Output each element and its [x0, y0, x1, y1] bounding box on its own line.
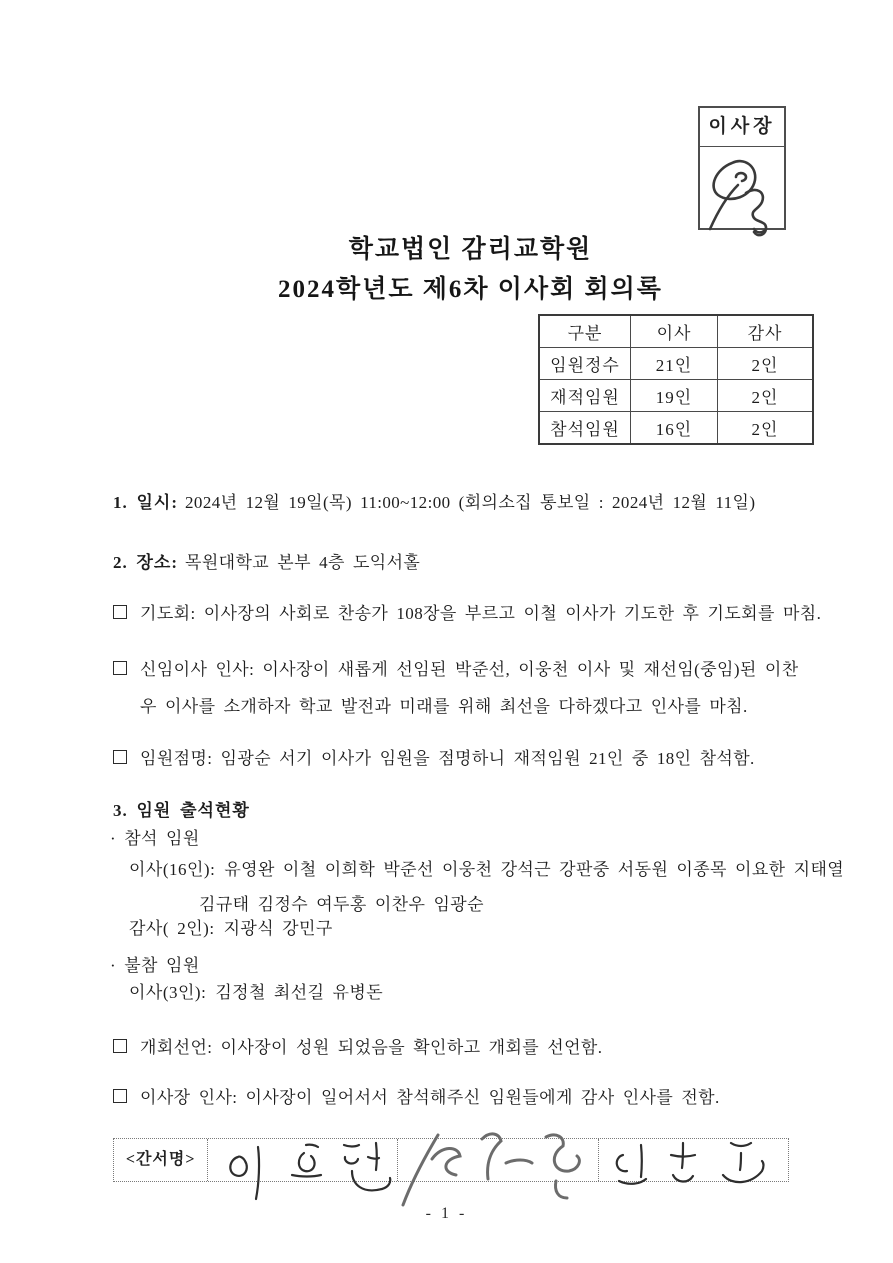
present-auditors	[129, 914, 333, 939]
chairman-stamp-box	[698, 106, 786, 230]
cell-auditors: 2인	[718, 348, 814, 380]
cell-directors: 21인	[631, 348, 718, 380]
cell-auditors: 2인	[718, 412, 814, 445]
item-place-label: 2. 장소:	[113, 553, 179, 572]
checkbox-icon	[113, 661, 127, 675]
present-directors-names-line1: 유영완 이철 이희학 박준선 이웅천 강석근 강판중 서동원 이종목 이요한 지태열	[224, 860, 845, 879]
chairman-stamp-label: 이사장	[700, 108, 784, 147]
row-label: 참석임원	[539, 412, 631, 445]
item-place-text: 목원대학교 본부 4층 도익서홀	[185, 553, 421, 572]
item-roll-call	[113, 744, 755, 769]
cell-directors: 19인	[631, 380, 718, 412]
table-row	[539, 348, 813, 380]
item-datetime	[113, 488, 755, 513]
item-opening-declaration	[113, 1033, 602, 1058]
absent-officers-heading: · 불참 임원	[110, 956, 200, 975]
handwritten-signature-icon	[398, 1127, 600, 1207]
item-greeting-text: 이사장 인사: 이사장이 일어서서 참석해주신 임원들에게 감사 인사를 전함.	[140, 1088, 720, 1107]
countersign-signature-3	[599, 1139, 788, 1181]
countersign-signature-2	[398, 1139, 600, 1181]
row-label: 재적임원	[539, 380, 631, 412]
col-header-directors: 이사	[631, 315, 718, 348]
item-new-directors-line1: 신임이사 인사: 이사장이 새롭게 선임된 박준선, 이웅천 이사 및 재선임(중임)된 이찬	[140, 660, 799, 679]
col-header-auditors: 감사	[718, 315, 814, 348]
table-header-row	[539, 315, 813, 348]
item-opening-text: 개회선언: 이사장이 성원 되었음을 확인하고 개회를 선언함.	[140, 1038, 603, 1057]
cell-auditors: 2인	[718, 380, 814, 412]
checkbox-icon	[113, 605, 127, 619]
item-chairman-greeting	[113, 1083, 720, 1108]
absent-directors-label: 이사(3인):	[129, 983, 207, 1002]
present-directors-label: 이사(16인):	[129, 860, 216, 879]
absent-directors-names: 김정철 최선길 유병돈	[215, 983, 384, 1002]
title-line1: 학교법인 감리교학원	[348, 236, 593, 263]
chairman-signature-icon	[702, 147, 786, 231]
item-new-directors-line2: 우 이사를 소개하자 학교 발전과 미래를 위해 최선을 다하겠다고 인사를 마침.	[140, 697, 748, 716]
item-prayer	[113, 599, 821, 624]
checkbox-icon	[113, 1089, 127, 1103]
item-new-directors	[113, 651, 799, 725]
page-number: - 1 -	[425, 1205, 468, 1222]
col-header-category: 구분	[539, 315, 631, 348]
present-directors-names-line2: 김규태 김정수 여두홍 이찬우 임광순	[199, 895, 484, 914]
absent-directors	[129, 978, 383, 1003]
item-roll-call-text: 임원점명: 임광순 서기 이사가 임원을 점명하니 재적임원 21인 중 18인 참석함.	[140, 749, 755, 768]
item-datetime-label: 1. 일시:	[113, 493, 179, 512]
attendance-heading: 3. 임원 출석현황	[113, 801, 250, 820]
officers-table	[538, 314, 814, 445]
countersign-signature-1	[208, 1139, 398, 1181]
present-auditors-names: 지광식 강민구	[223, 919, 333, 938]
checkbox-icon	[113, 1039, 127, 1053]
cell-directors: 16인	[631, 412, 718, 445]
present-auditors-label: 감사( 2인):	[129, 919, 215, 938]
row-label: 임원정수	[539, 348, 631, 380]
chairman-signature	[700, 147, 784, 231]
item-place	[113, 548, 420, 573]
title-line2: 2024학년도 제6차 이사회 회의록	[278, 276, 663, 303]
checkbox-icon	[113, 750, 127, 764]
table-row	[539, 380, 813, 412]
countersign-box	[113, 1138, 789, 1182]
document-title	[48, 230, 893, 310]
handwritten-signature-icon	[208, 1127, 398, 1207]
table-row	[539, 412, 813, 445]
item-prayer-text: 기도회: 이사장의 사회로 찬송가 108장을 부르고 이철 이사가 기도한 후 기도회를 마침.	[140, 604, 822, 623]
present-directors	[129, 852, 844, 922]
countersign-label: <간서명>	[114, 1139, 208, 1181]
item-datetime-text: 2024년 12월 19일(목) 11:00~12:00 (회의소집 통보일 : 2024년 12월 11일)	[185, 493, 756, 512]
handwritten-signature-icon	[599, 1127, 789, 1207]
present-officers-heading: · 참석 임원	[110, 829, 200, 848]
